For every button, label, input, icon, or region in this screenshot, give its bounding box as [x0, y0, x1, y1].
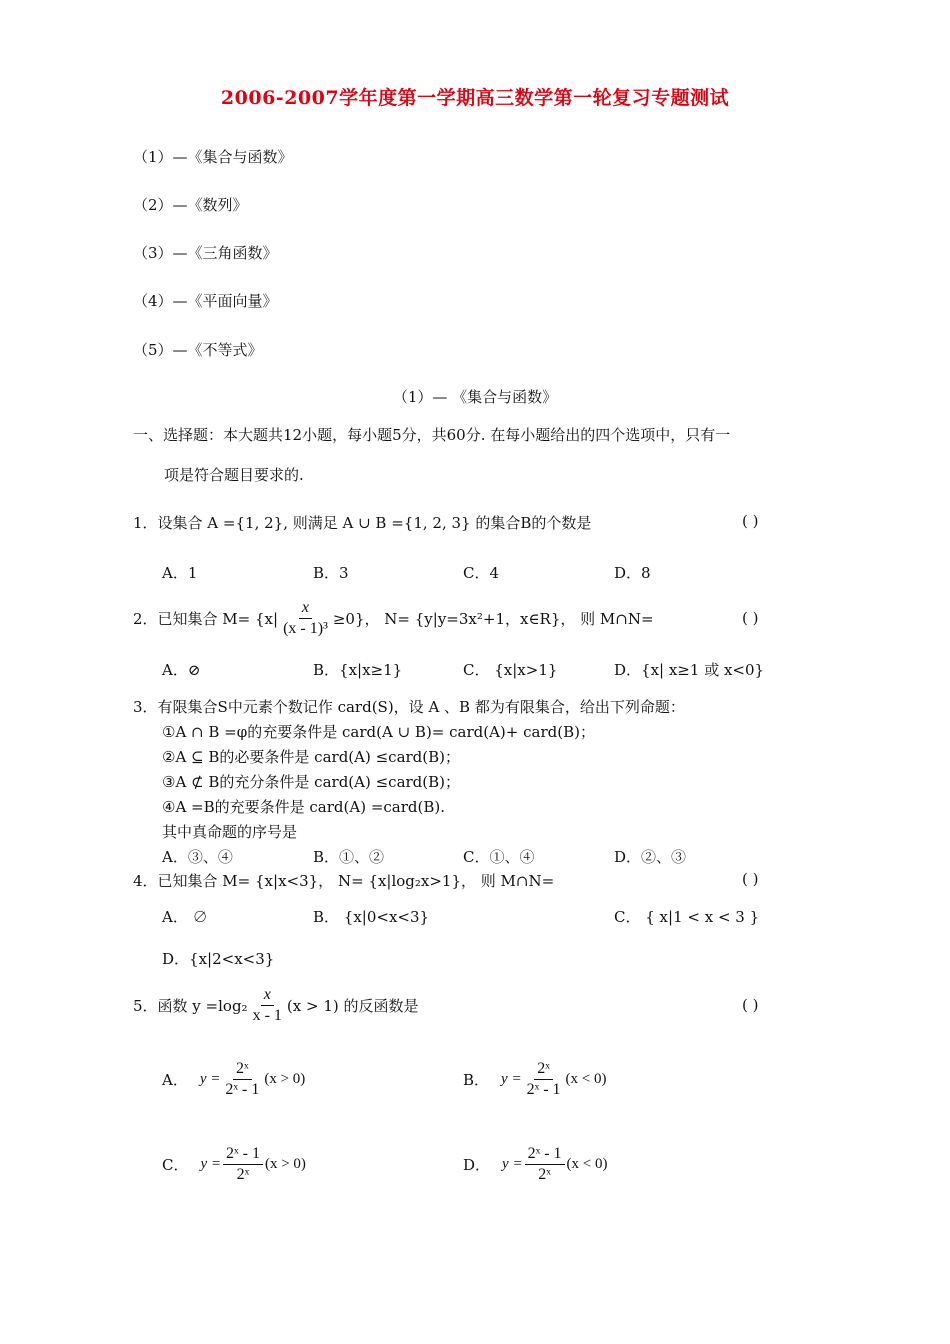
- q2-frac-den: (x - 1)³: [283, 619, 328, 637]
- question-4-text: 4．已知集合 M= {x|x<3}， N= {x|log₂x>1}， 则 M∩N=: [133, 872, 555, 890]
- q5-option-d: D． y = $\frac{\text{2ˣ - 1}}{\text{2ˣ}}$ (x < 0): [463, 1144, 608, 1183]
- q4-option-d: D．{x|2<x<3}: [162, 950, 275, 968]
- q5-frac-den: x - 1: [252, 1006, 282, 1024]
- q5-option-b: B． y = $\frac{\text{2ˣ}}{\text{2ˣ - 1}}$ (x < 0): [463, 1059, 607, 1098]
- q5-suffix: (x > 1) 的反函数是: [286, 996, 419, 1015]
- q3-option-c: C．①、④: [463, 848, 535, 866]
- q3-option-b: B．①、②: [313, 848, 385, 866]
- q1-option-a: A．1: [162, 564, 198, 582]
- page-title: 2006-2007学年度第一学期高三数学第一轮复习专题测试: [220, 87, 730, 109]
- question-5: [133, 983, 419, 1027]
- q3-line6: 其中真命题的序号是: [162, 823, 298, 841]
- part-intro-line1: 一、选择题：本大题共12小题，每小题5分，共60分. 在每小题给出的四个选项中，只有一: [133, 426, 731, 444]
- q3-option-d: D．②、③: [614, 848, 687, 866]
- q1-option-d: D．8: [614, 564, 651, 582]
- q3-option-a: A．③、④: [162, 848, 233, 866]
- toc-item-2: （2）—《数列》: [133, 196, 248, 214]
- q2-suffix: ≥0}， N= {y|y=3x²+1，x∈R}， 则 M∩N=: [332, 609, 654, 628]
- q5-prefix: 5．函数 y =log₂: [133, 996, 248, 1015]
- q5-option-c: C． y = $\frac{\text{2ˣ - 1}}{\text{2ˣ}}$ (x > 0): [162, 1144, 306, 1183]
- q2-option-b: B．{x|x≥1}: [313, 661, 403, 679]
- q5-fraction: [250, 986, 285, 1025]
- q2-fraction: [280, 599, 331, 638]
- toc-item-3: （3）—《三角函数》: [133, 244, 278, 262]
- q2-option-c: C． {x|x>1}: [463, 661, 558, 679]
- q3-line3: ②A ⊆ B的必要条件是 card(A) ≤card(B)；: [162, 748, 461, 766]
- q2-option-d: D．{x| x≥1 或 x<0}: [614, 661, 765, 679]
- q3-line4: ③A ⊄ B的充分条件是 card(A) ≤card(B)；: [162, 773, 461, 791]
- q4-option-c: C． { x|1 < x < 3 }: [614, 908, 760, 926]
- question-1-text: 1．设集合 A ={1, 2}, 则满足 A ∪ B ={1, 2, 3} 的集合B的个数是: [133, 514, 592, 532]
- toc-item-5: （5）—《不等式》: [133, 341, 263, 359]
- q5-frac-num: x: [261, 986, 274, 1006]
- q3-line1: 3．有限集合S中元素个数记作 card(S)，设 A 、B 都为有限集合，给出下列命题：: [133, 698, 685, 716]
- q2-option-a: A．⊘: [162, 661, 201, 679]
- answer-paren-5: ( ): [742, 996, 759, 1014]
- part-intro-line2: 项是符合题目要求的.: [164, 466, 304, 484]
- q3-line5: ④A =B的充要条件是 card(A) =card(B).: [162, 798, 446, 816]
- q2-frac-num: x: [299, 599, 312, 619]
- q1-option-b: B．3: [313, 564, 349, 582]
- answer-paren-2: ( ): [742, 609, 759, 627]
- q1-option-c: C．4: [463, 564, 500, 582]
- section-heading: （1）— 《集合与函数》: [392, 388, 558, 406]
- q4-option-b: B． {x|0<x<3}: [313, 908, 430, 926]
- q3-line2: ①A ∩ B =φ的充要条件是 card(A ∪ B)= card(A)+ card(B)；: [162, 723, 595, 741]
- toc-item-1: （1）—《集合与函数》: [133, 148, 293, 166]
- question-2: [133, 596, 654, 640]
- toc-item-4: （4）—《平面向量》: [133, 292, 278, 310]
- q2-prefix: 2．已知集合 M= {x|: [133, 609, 279, 628]
- q5-option-a: A． y = $\frac{\text{2ˣ}}{\text{2ˣ - 1}}$ (x > 0): [162, 1059, 306, 1098]
- answer-paren-1: ( ): [742, 512, 759, 530]
- q4-option-a: A． ∅: [162, 908, 208, 926]
- answer-paren-4: ( ): [742, 870, 759, 888]
